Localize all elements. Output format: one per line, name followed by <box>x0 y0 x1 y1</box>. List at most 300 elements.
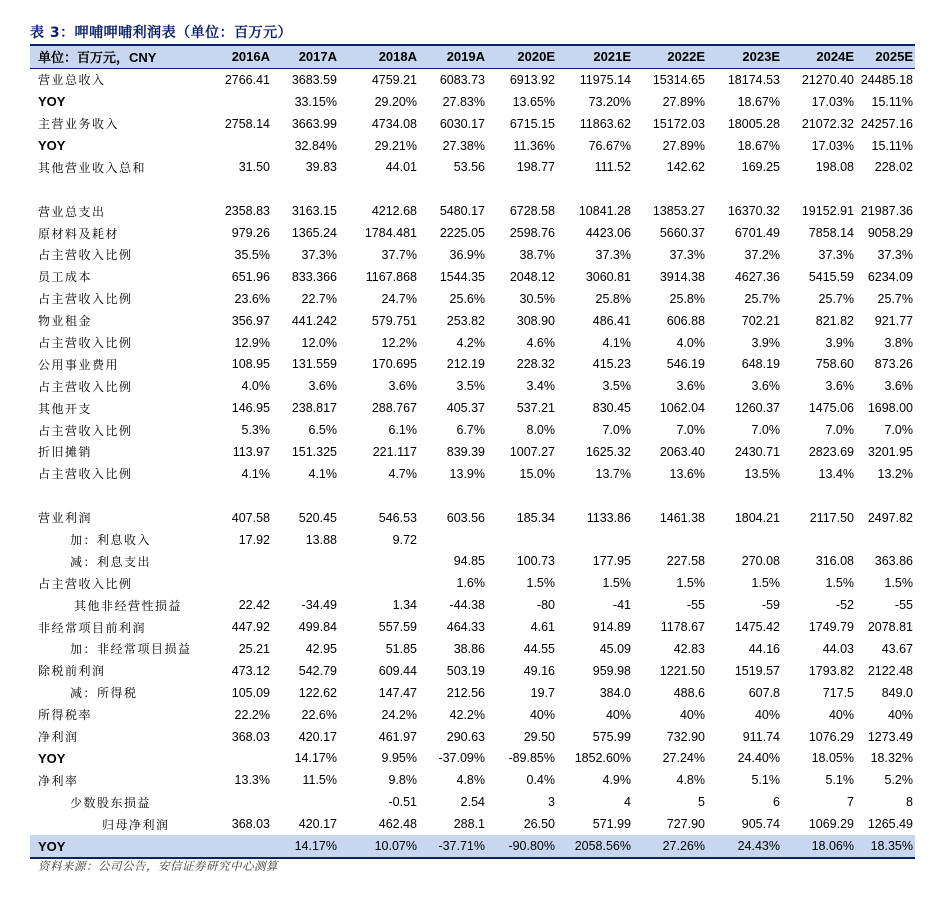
table-cell <box>707 529 782 551</box>
table-cell: 6715.15 <box>509 116 555 131</box>
row-label: 其他非经营性损益 <box>74 598 183 613</box>
table-cell <box>856 178 915 200</box>
table-cell: 1804.21 <box>734 510 780 525</box>
table-cell: 25.7% <box>818 291 854 306</box>
table-cell <box>782 485 856 507</box>
table-cell: 3.9% <box>751 335 780 350</box>
table-cell: 22.7% <box>301 291 337 306</box>
table-cell: 11863.62 <box>579 116 631 131</box>
table-cell: 5415.59 <box>808 269 854 284</box>
row-label: 非经常项目前利润 <box>38 620 147 635</box>
table-cell: 13.6% <box>669 466 705 481</box>
table-cell: 4.7% <box>388 466 417 481</box>
table-row <box>30 156 915 178</box>
table-cell: 609.44 <box>378 663 417 678</box>
table-cell: 1133.86 <box>586 510 631 525</box>
row-label: 营业利润 <box>38 511 93 526</box>
table-cell: 1625.32 <box>585 444 631 459</box>
table-cell <box>272 572 339 594</box>
table-cell: 42.2% <box>449 707 485 722</box>
table-cell: 14.17% <box>272 835 339 858</box>
table-cell: 53.56 <box>453 160 485 175</box>
row-label: YOY <box>38 94 66 110</box>
table-cell: 575.99 <box>592 729 631 744</box>
table-cell: 12.2% <box>381 335 417 350</box>
table-cell: 170.695 <box>371 357 417 372</box>
table-cell: -52 <box>835 598 854 613</box>
table-cell: 253.82 <box>446 313 485 328</box>
table-cell: 839.39 <box>446 444 485 459</box>
table-cell: 2225.05 <box>439 226 485 241</box>
table-cell: 151.325 <box>291 444 337 459</box>
table-cell: 37.3% <box>669 247 705 262</box>
table-cell <box>339 572 419 594</box>
header-year: 2019A <box>419 45 487 68</box>
table-cell: 2358.83 <box>224 204 270 219</box>
table-cell <box>419 529 487 551</box>
table-cell: 921.77 <box>874 313 913 328</box>
table-cell: 1.34 <box>392 598 417 613</box>
table-cell: 5.2% <box>884 773 913 788</box>
table-cell: 27.89% <box>662 138 705 153</box>
table-cell: 405.37 <box>446 401 485 416</box>
table-cell: 1461.38 <box>659 510 705 525</box>
table-cell: 21987.36 <box>860 204 913 219</box>
table-cell: 1749.79 <box>808 620 854 635</box>
row-label <box>30 485 202 507</box>
table-cell: 758.60 <box>815 357 854 372</box>
table-cell: 1784.481 <box>364 226 417 241</box>
table-row <box>30 704 915 726</box>
table-cell: 488.6 <box>673 685 705 700</box>
table-cell: 1062.04 <box>659 401 705 416</box>
table-cell: 464.33 <box>446 620 485 635</box>
table-cell: 27.83% <box>442 94 485 109</box>
table-cell: 2430.71 <box>734 444 780 459</box>
table-cell: 76.67% <box>588 138 631 153</box>
table-cell: 4.0% <box>241 379 270 394</box>
table-cell: 1069.29 <box>808 817 854 832</box>
table-cell: 648.19 <box>741 357 780 372</box>
table-cell: 1365.24 <box>291 226 337 241</box>
row-label: 占主营收入比例 <box>38 248 133 263</box>
table-cell: 7858.14 <box>808 226 854 241</box>
table-cell: 40% <box>679 707 705 722</box>
table-cell: 4.61 <box>530 620 555 635</box>
table-cell: 603.56 <box>446 510 485 525</box>
table-cell: 3.6% <box>751 379 780 394</box>
table-cell: 368.03 <box>231 729 270 744</box>
table-body <box>30 68 915 858</box>
table-cell: 26.50 <box>523 817 555 832</box>
table-cell <box>202 178 272 200</box>
table-cell: 288.767 <box>371 401 417 416</box>
table-cell: 18.67% <box>737 138 780 153</box>
table-cell: 35.5% <box>234 247 270 262</box>
table-cell: 146.95 <box>231 401 270 416</box>
table-title: 表 3：呷哺呷哺利润表（单位：百万元） <box>30 25 293 41</box>
table-cell: 4.2% <box>456 335 485 350</box>
row-label: 占主营收入比例 <box>38 467 133 482</box>
row-label: 所得税率 <box>38 708 93 723</box>
table-cell: 1273.49 <box>867 729 913 744</box>
row-label: 营业总收入 <box>38 73 106 88</box>
table-cell: 911.74 <box>742 729 780 744</box>
table-cell: 1007.27 <box>509 444 555 459</box>
row-label: 除税前利润 <box>38 664 106 679</box>
table-cell: 169.25 <box>741 160 780 175</box>
table-cell: 13.9% <box>449 466 485 481</box>
table-cell <box>339 485 419 507</box>
table-cell: 579.751 <box>371 313 417 328</box>
table-cell: 3663.99 <box>291 116 337 131</box>
table-cell: 44.01 <box>385 160 417 175</box>
table-cell: 18.06% <box>782 835 856 858</box>
table-row <box>30 135 915 157</box>
table-cell <box>202 791 272 813</box>
table-cell: 316.08 <box>815 554 854 569</box>
table-cell: 15.0% <box>519 466 555 481</box>
row-label: 占主营收入比例 <box>38 576 133 591</box>
table-row <box>30 375 915 397</box>
table-row <box>30 550 915 572</box>
table-cell: 29.50 <box>523 729 555 744</box>
row-label: 折旧摊销 <box>38 445 93 460</box>
row-label: 占主营收入比例 <box>38 336 133 351</box>
table-cell: 3.4% <box>526 379 555 394</box>
table-cell: 24257.16 <box>860 116 913 131</box>
table-cell: 2823.69 <box>808 444 854 459</box>
table-cell <box>202 91 272 113</box>
table-row <box>30 572 915 594</box>
table-cell: 9.72 <box>392 532 417 547</box>
table-cell: 2598.76 <box>509 226 555 241</box>
table-cell: 2078.81 <box>867 620 913 635</box>
table-cell: 40% <box>529 707 555 722</box>
table-cell <box>202 835 272 858</box>
table-cell: 40% <box>605 707 631 722</box>
table-row <box>30 485 915 507</box>
table-cell: 17.03% <box>811 138 854 153</box>
table-cell: 73.20% <box>588 94 631 109</box>
table-cell: 3.6% <box>388 379 417 394</box>
table-cell: 40% <box>754 707 780 722</box>
table-cell: 6030.17 <box>439 116 485 131</box>
table-cell: 36.9% <box>449 247 485 262</box>
table-cell: 6.1% <box>388 423 417 438</box>
table-cell: 11.36% <box>513 138 555 153</box>
table-cell: -41 <box>612 598 631 613</box>
table-cell: 40% <box>887 707 913 722</box>
header-year: 2025E <box>856 45 915 68</box>
table-cell: 22.42 <box>238 598 270 613</box>
table-cell: 105.09 <box>231 685 270 700</box>
table-cell: 122.62 <box>298 685 337 700</box>
row-label: 加：非经常项目损益 <box>70 642 192 657</box>
table-cell: 18.32% <box>870 751 913 766</box>
table-cell: 31.50 <box>238 160 270 175</box>
table-cell: 113.97 <box>232 444 270 459</box>
table-cell: 100.73 <box>516 554 555 569</box>
table-cell: 384.0 <box>599 685 631 700</box>
table-cell: 10.07% <box>339 835 419 858</box>
table-cell: 19152.91 <box>801 204 854 219</box>
table-cell: 27.38% <box>442 138 485 153</box>
table-cell: 3683.59 <box>291 72 337 87</box>
table-cell: 486.41 <box>592 313 631 328</box>
table-cell: 13.3% <box>234 773 270 788</box>
table-cell: 37.3% <box>595 247 631 262</box>
table-cell: 29.20% <box>374 94 417 109</box>
table-cell: 30.5% <box>519 291 555 306</box>
table-row <box>30 682 915 704</box>
table-row <box>30 769 915 791</box>
table-cell: 7.0% <box>602 423 631 438</box>
table-cell: 43.67 <box>881 641 913 656</box>
table-cell: 7.0% <box>676 423 705 438</box>
table-cell: 546.53 <box>378 510 417 525</box>
row-label: 主营业务收入 <box>38 117 120 132</box>
table-cell: 1178.67 <box>660 620 705 635</box>
table-cell: 499.84 <box>298 620 337 635</box>
table-cell: 13.4% <box>818 466 854 481</box>
table-cell: 2048.12 <box>509 269 555 284</box>
table-cell: 407.58 <box>231 510 270 525</box>
table-cell: 13.65% <box>512 94 555 109</box>
table-cell: 5 <box>698 795 705 810</box>
table-cell <box>856 529 915 551</box>
table-cell: 290.63 <box>446 729 485 744</box>
table-cell: 833.366 <box>291 269 337 284</box>
table-cell: 13.2% <box>877 466 913 481</box>
table-cell <box>272 485 339 507</box>
table-cell: 27.26% <box>633 835 707 858</box>
table-cell: 6083.73 <box>439 72 485 87</box>
table-cell: 32.84% <box>294 138 337 153</box>
table-cell: 13853.27 <box>652 204 705 219</box>
table-cell: 227.58 <box>666 554 705 569</box>
table-row <box>30 616 915 638</box>
table-cell: 25.21 <box>238 641 270 656</box>
table-cell: 37.3% <box>877 247 913 262</box>
table-cell: 1260.37 <box>734 401 780 416</box>
table-cell: 3 <box>548 795 555 810</box>
table-cell: 2497.82 <box>867 510 913 525</box>
table-cell: 17.92 <box>238 532 270 547</box>
table-cell: 3.8% <box>884 335 913 350</box>
table-cell: 212.56 <box>446 685 485 700</box>
table-row <box>30 835 915 858</box>
table-cell: 821.82 <box>815 313 854 328</box>
table-row <box>30 91 915 113</box>
table-row <box>30 419 915 441</box>
table-cell: 368.03 <box>231 817 270 832</box>
table-row <box>30 594 915 616</box>
table-cell: 4627.36 <box>734 269 780 284</box>
row-label: 公用事业费用 <box>38 357 120 372</box>
table-cell: 198.08 <box>815 160 854 175</box>
table-cell: 21072.32 <box>801 116 854 131</box>
row-label: 其他开支 <box>38 401 93 416</box>
table-cell: 4.1% <box>308 466 337 481</box>
table-row <box>30 529 915 551</box>
table-cell: 18.05% <box>811 751 854 766</box>
table-cell: 441.242 <box>291 313 337 328</box>
table-cell: 4.6% <box>526 335 555 350</box>
table-cell: 6 <box>773 795 780 810</box>
table-row <box>30 178 915 200</box>
row-label: YOY <box>38 138 66 153</box>
table-cell: 7.0% <box>751 423 780 438</box>
table-cell: 11.5% <box>302 773 337 788</box>
table-row <box>30 397 915 419</box>
table-cell: 27.24% <box>662 751 705 766</box>
table-cell: 571.99 <box>592 817 631 832</box>
table-cell: 447.92 <box>231 620 270 635</box>
table-cell: 37.3% <box>818 247 854 262</box>
table-cell: 18174.53 <box>727 72 780 87</box>
row-label <box>30 178 202 200</box>
table-cell: 5.1% <box>825 773 854 788</box>
row-label: 减：所得税 <box>70 686 138 701</box>
table-cell: -59 <box>761 598 780 613</box>
table-cell: 5.1% <box>751 773 780 788</box>
table-row <box>30 813 915 835</box>
table-row <box>30 353 915 375</box>
table-cell: 5480.17 <box>439 204 485 219</box>
table-cell: 16370.32 <box>727 204 780 219</box>
table-cell <box>782 178 856 200</box>
table-cell: 24.2% <box>381 707 417 722</box>
header-year: 2021E <box>557 45 633 68</box>
row-label: 占主营收入比例 <box>38 379 133 394</box>
table-cell: 27.89% <box>662 94 705 109</box>
table-cell: 1265.49 <box>867 817 913 832</box>
table-cell: 24.7% <box>381 291 417 306</box>
table-cell: -80 <box>536 598 555 613</box>
table-cell: 849.0 <box>881 685 913 700</box>
table-cell: 4.0% <box>676 335 705 350</box>
table-cell: 18005.28 <box>727 116 780 131</box>
table-cell <box>202 748 272 770</box>
table-cell: 8.0% <box>526 423 555 438</box>
table-cell: 4734.08 <box>371 116 417 131</box>
table-cell: 94.85 <box>453 554 485 569</box>
table-cell: 606.88 <box>666 313 705 328</box>
table-cell: 13.7% <box>595 466 631 481</box>
table-row <box>30 791 915 813</box>
table-cell: 221.117 <box>372 444 417 459</box>
table-cell <box>202 572 272 594</box>
table-cell: 830.45 <box>592 401 631 416</box>
table-cell <box>202 135 272 157</box>
table-cell: 461.97 <box>378 729 417 744</box>
table-cell: 356.97 <box>231 313 270 328</box>
row-label: 少数股东损益 <box>70 795 152 810</box>
table-cell: 4.1% <box>241 466 270 481</box>
table-cell: 25.7% <box>877 291 913 306</box>
table-cell: -0.51 <box>388 795 417 810</box>
table-cell: 42.83 <box>673 641 705 656</box>
table-cell: 25.6% <box>449 291 485 306</box>
table-cell: 1.6% <box>456 576 485 591</box>
row-label: 原材料及耗材 <box>38 226 120 241</box>
table-cell: 4.8% <box>676 773 705 788</box>
table-row <box>30 638 915 660</box>
table-cell: 24.43% <box>707 835 782 858</box>
table-cell <box>557 529 633 551</box>
table-cell: 4423.06 <box>585 226 631 241</box>
table-cell: 3.6% <box>884 379 913 394</box>
table-cell: 22.2% <box>234 707 270 722</box>
table-cell: 1076.29 <box>808 729 854 744</box>
table-cell <box>487 529 557 551</box>
table-cell: 111.52 <box>594 160 631 175</box>
table-cell: 45.09 <box>599 641 631 656</box>
table-cell: 0.4% <box>526 773 555 788</box>
table-cell: 39.83 <box>305 160 337 175</box>
table-cell: 198.77 <box>516 160 555 175</box>
table-cell: 4759.21 <box>371 72 417 87</box>
table-cell <box>202 485 272 507</box>
table-cell: 228.02 <box>874 160 913 175</box>
table-cell: 9.8% <box>388 773 417 788</box>
table-cell: 3.9% <box>825 335 854 350</box>
table-cell: 44.55 <box>523 641 555 656</box>
table-cell: 10841.28 <box>578 204 631 219</box>
table-cell: 6234.09 <box>867 269 913 284</box>
table-cell: 44.16 <box>748 641 780 656</box>
table-cell: 3.6% <box>308 379 337 394</box>
table-cell: 415.23 <box>592 357 631 372</box>
table-cell: 727.90 <box>666 817 705 832</box>
table-cell: 1.5% <box>751 576 780 591</box>
row-label: 净利率 <box>38 773 79 788</box>
table-cell: 607.8 <box>748 685 780 700</box>
table-row <box>30 244 915 266</box>
table-cell: 37.3% <box>301 247 337 262</box>
table-row <box>30 748 915 770</box>
table-cell: 1.5% <box>884 576 913 591</box>
table-cell: 8 <box>906 795 913 810</box>
table-cell: 212.19 <box>446 357 485 372</box>
header-year: 2016A <box>202 45 272 68</box>
table-cell: 2063.40 <box>659 444 705 459</box>
table-cell: 228.32 <box>516 357 555 372</box>
header-year: 2017A <box>272 45 339 68</box>
table-cell: 1475.42 <box>734 620 780 635</box>
table-cell: 420.17 <box>298 817 337 832</box>
table-cell: 42.95 <box>305 641 337 656</box>
table-cell <box>272 550 339 572</box>
row-label: 营业总支出 <box>38 204 106 219</box>
table-cell: 49.16 <box>523 663 555 678</box>
table-row <box>30 288 915 310</box>
table-cell: 9058.29 <box>867 226 913 241</box>
table-cell: 147.47 <box>378 685 417 700</box>
table-cell: 717.5 <box>822 685 854 700</box>
row-label: 物业租金 <box>38 314 93 329</box>
table-cell: -55 <box>894 598 913 613</box>
row-label: 减：利息支出 <box>70 554 152 569</box>
table-row <box>30 310 915 332</box>
table-cell: -37.71% <box>419 835 487 858</box>
table-cell <box>557 178 633 200</box>
table-cell <box>633 485 707 507</box>
table-cell: 363.86 <box>874 554 913 569</box>
table-cell: 4.9% <box>602 773 631 788</box>
table-cell: 1.5% <box>602 576 631 591</box>
